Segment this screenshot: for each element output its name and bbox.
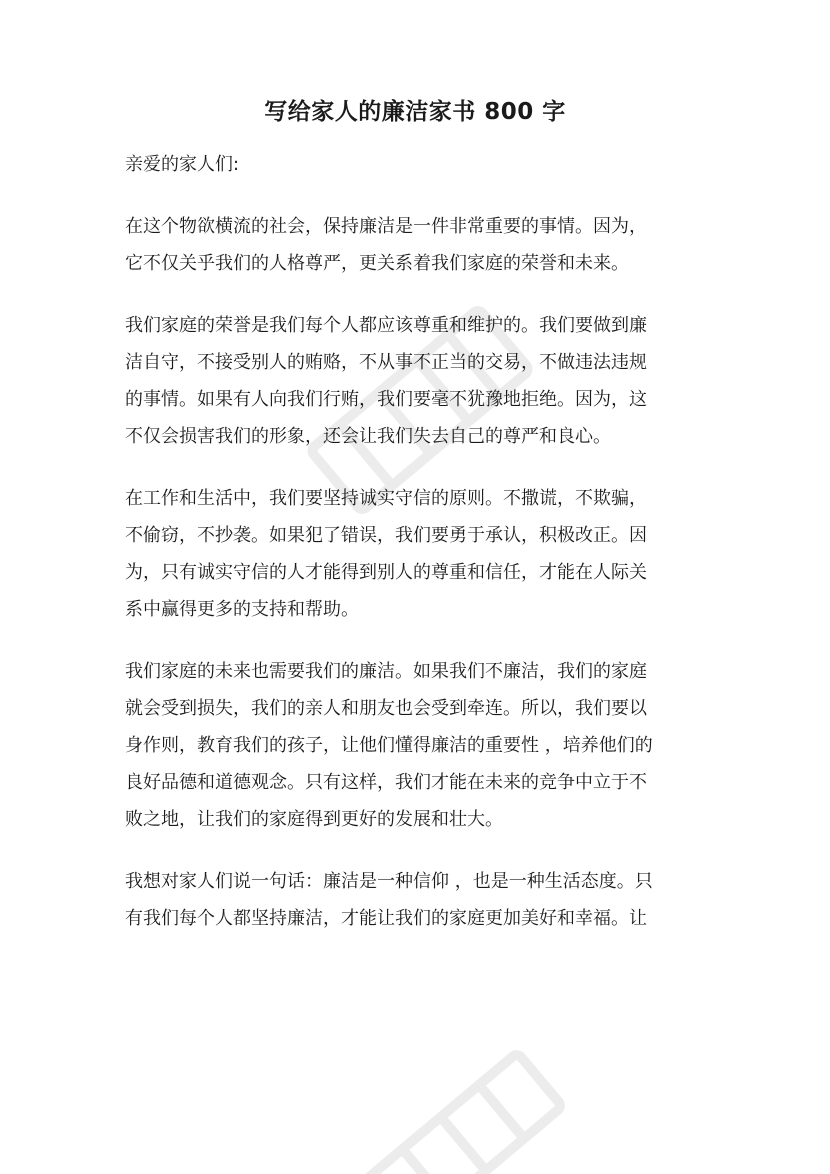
paragraph-line: 不偷窃，不抄袭。如果犯了错误，我们要勇于承认，积极改正。因: [125, 525, 647, 546]
watermark-logo-bottom: [330, 1040, 590, 1174]
paragraph-line: 良好品德和道德观念。只有这样，我们才能在未来的竞争中立于不: [125, 772, 647, 793]
paragraph-2: [125, 307, 715, 455]
paragraph-line: 我们家庭的未来也需要我们的廉洁。如果我们不廉洁，我们的家庭: [125, 661, 647, 682]
greeting: 亲爱的家人们:: [125, 154, 240, 175]
paragraph-line: 就会受到损失，我们的亲人和朋友也会受到牵连。所以，我们要以: [125, 698, 647, 719]
paragraph-5: [125, 863, 715, 937]
letter-body: [125, 146, 715, 962]
paragraph-4: [125, 653, 715, 838]
paragraph-3: [125, 480, 715, 628]
paragraph-line: 的事情。如果有人向我们行贿，我们要毫不犹豫地拒绝。因为，这: [125, 389, 647, 410]
paragraph-line: 系中赢得更多的支持和帮助。: [125, 599, 359, 620]
paragraph-line: 败之地，让我们的家庭得到更好的发展和壮大。: [125, 809, 503, 830]
page-title: 写给家人的廉洁家书 800 字: [264, 99, 566, 125]
paragraph-line: 它不仅关乎我们的人格尊严，更关系着我们家庭的荣誉和未来。: [125, 253, 629, 274]
paragraph-line: 洁自守，不接受别人的贿赂，不从事不正当的交易，不做违法违规: [125, 352, 647, 373]
paragraph-line: 我们家庭的荣誉是我们每个人都应该尊重和维护的。我们要做到廉: [125, 315, 647, 336]
paragraph-line: 在这个物欲横流的社会，保持廉洁是一件非常重要的事情。因为，: [125, 216, 647, 237]
paragraph-line: 我想对家人们说一句话：廉洁是一种信仰 ，也是一种生活态度。只: [125, 871, 653, 892]
paragraph-line: 在工作和生活中，我们要坚持诚实守信的原则。不撒谎，不欺骗，: [125, 488, 647, 509]
paragraph-line: 不仅会损害我们的形象，还会让我们失去自己的尊严和良心。: [125, 426, 611, 447]
paragraph-line: 有我们每个人都坚持廉洁，才能让我们的家庭更加美好和幸福。让: [125, 908, 647, 929]
paragraph-line: 为，只有诚实守信的人才能得到别人的尊重和信任，才能在人际关: [125, 562, 647, 583]
paragraph-line: 身作则，教育我们的孩子，让他们懂得廉洁的重要性 ，培养他们的: [125, 735, 653, 756]
paragraph-1: [125, 208, 715, 282]
